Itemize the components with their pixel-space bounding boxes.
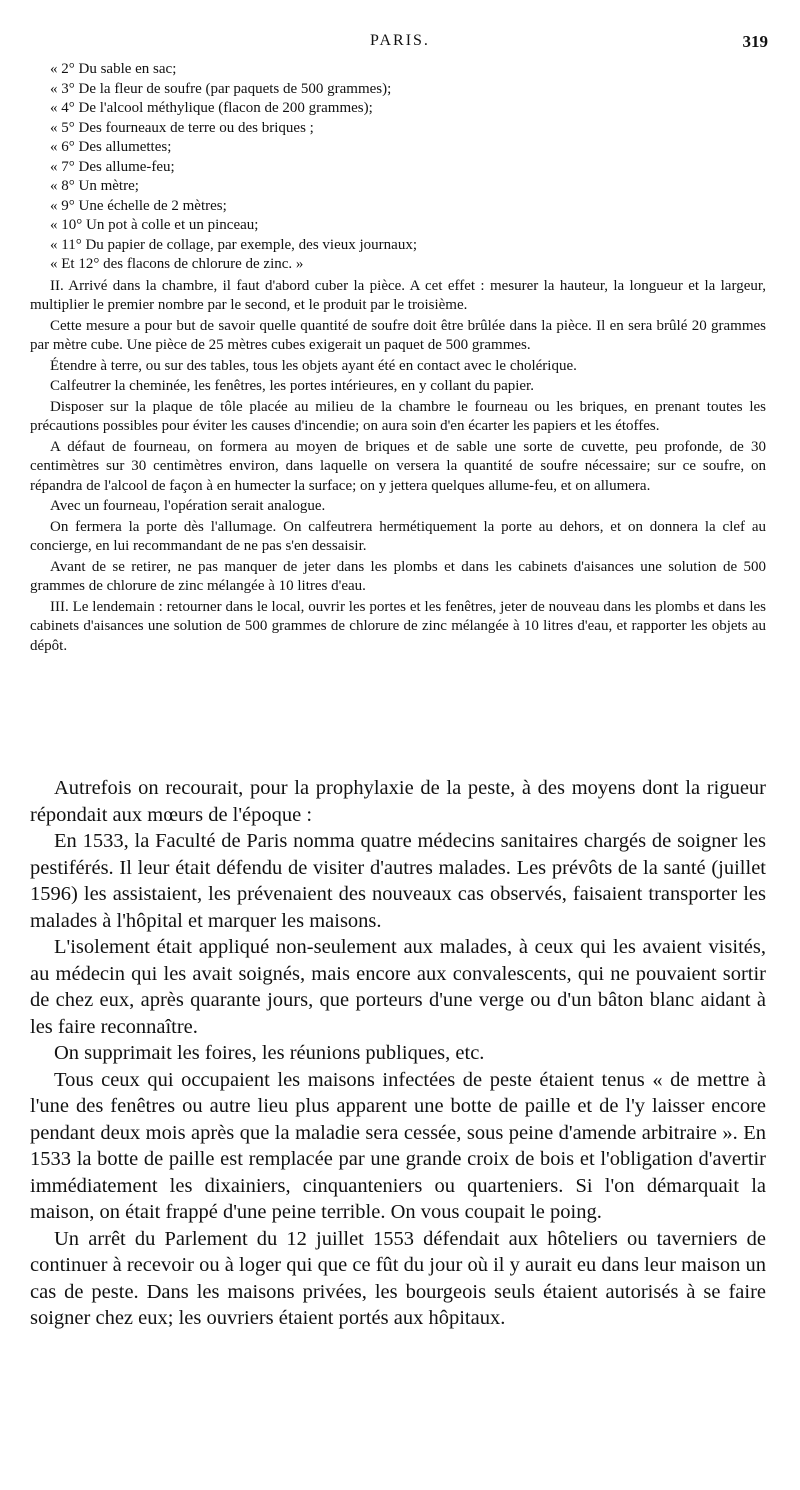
list-item: « 2° Du sable en sac; — [50, 61, 177, 77]
body-paragraph: Un arrêt du Parlement du 12 juillet 1553 défendait aux hôteliers ou taverniers de continuer à recevoir ou à loger qui que ce fût du jour où il y aurait eu dans leur maison un cas de peste. Dans les maisons privées, les bourgeois seuls étaient autorisés à se faire soigner chez eux; les ouvriers étaient portés aux hôpitaux. — [30, 1227, 766, 1329]
body-paragraph: En 1533, la Faculté de Paris nomma quatre médecins sanitaires chargés de soigner les pestiférés. Il leur était défendu de visiter d'autres malades. Les prévôts de la santé (juillet 1596) les assistaient, les prévenaient des nouveaux cas observés, faisaient transporter les malades à l'hôpital et marquer les maisons. — [30, 830, 766, 932]
list-item: « 10° Un pot à colle et un pinceau; — [50, 217, 259, 233]
list-item: « 8° Un mètre; — [50, 178, 139, 194]
body-paragraph: On supprimait les foires, les réunions publiques, etc. — [54, 1042, 485, 1064]
small-paragraph: A défaut de fourneau, on formera au moyen de briques et de sable une sorte de cuvette, peu profonde, de 30 centimètres sur 30 centimètres environ, dans laquelle on versera la quantité de soufre nécessaire; sur ce soufre, on répandra de l'alcool de façon à en humecter la surface; on y jettera quelques allume-feu, et on allumera. — [30, 438, 766, 494]
list-item: « 3° De la fleur de soufre (par paquets de 500 grammes); — [50, 80, 392, 97]
body-paragraph: L'isolement était appliqué non-seulement aux malades, à ceux qui les avaient visités, au médecin qui les avait soignés, mais encore aux convalescents, qui ne pouvaient sortir de chez eux, après quarante jours, que porteurs d'une verge ou d'un bâton blanc aidant à les faire reconnaître. — [30, 936, 766, 1038]
instructions-block — [30, 60, 766, 656]
list-item: « 6° Des allumettes; — [50, 139, 172, 155]
body-paragraph: Autrefois on recourait, pour la prophylaxie de la peste, à des moyens dont la rigueur répondait aux mœurs de l'époque : — [30, 777, 766, 826]
main-text-block — [30, 775, 766, 1332]
small-paragraph: Étendre à terre, ou sur des tables, tous les objets ayant été en contact avec le cholérique. — [50, 357, 577, 374]
small-paragraph: On fermera la porte dès l'allumage. On calfeutrera hermétiquement la porte au dehors, et on donnera la clef au concierge, en lui recommandant de ne pas s'en dessaisir. — [30, 518, 766, 554]
page-header — [30, 32, 770, 56]
list-item: « Et 12° des flacons de chlorure de zinc. » — [50, 256, 304, 272]
list-item: « 7° Des allume-feu; — [50, 158, 175, 175]
small-paragraph: Avec un fourneau, l'opération serait analogue. — [50, 498, 326, 514]
running-head: PARIS. — [370, 32, 430, 49]
supply-list — [30, 60, 766, 275]
list-item: « 4° De l'alcool méthylique (flacon de 200 grammes); — [50, 100, 373, 116]
list-item: « 9° Une échelle de 2 mètres; — [50, 197, 227, 214]
small-paragraph: III. Le lendemain : retourner dans le local, ouvrir les portes et les fenêtres, jeter de nouveau dans les plombs et dans les cabinets d'aisances une solution de 500 grammes de chlorure de zinc mélangée à 10 litres d'eau, et rapporter les objets au dépôt. — [30, 598, 766, 654]
small-paragraph: Disposer sur la plaque de tôle placée au milieu de la chambre le fourneau ou les briques, en prenant toutes les précautions possibles pour éviter les causes d'incendie; on aura soin d'en écarter les papiers et les étoffes. — [30, 398, 766, 434]
list-item: « 11° Du papier de collage, par exemple, des vieux journaux; — [50, 236, 417, 253]
list-item: « 5° Des fourneaux de terre ou des briques ; — [50, 119, 314, 136]
small-paragraph: Avant de se retirer, ne pas manquer de jeter dans les plombs et dans les cabinets d'aisances une solution de 500 grammes de chlorure de zinc mélangée à 10 litres d'eau. — [30, 558, 766, 594]
small-paragraph: II. Arrivé dans la chambre, il faut d'abord cuber la pièce. A cet effet : mesurer la hauteur, la longueur et la largeur, multiplier le premier nombre par le second, et le produit par le troisième. — [30, 277, 766, 313]
body-paragraph: Tous ceux qui occupaient les maisons infectées de peste étaient tenus « de mettre à l'une des fenêtres ou autre lieu plus apparent une botte de paille et de l'y laisser encore pendant deux mois après que la maladie sera cessée, sous peine d'amende arbitraire ». En 1533 la botte de paille est remplacée par une grande croix de bois et l'obligation d'avertir immédiatement les dixainiers, cinquanteniers ou quarteniers. Si l'on démarquait la maison, on était frappé d'une peine terrible. On vous coupait le poing. — [30, 1068, 766, 1223]
page-number: 319 — [742, 32, 768, 51]
small-paragraph: Calfeutrer la cheminée, les fenêtres, les portes intérieures, en y collant du papier. — [50, 378, 534, 394]
small-paragraph: Cette mesure a pour but de savoir quelle quantité de soufre doit être brûlée dans la pièce. Il en sera brûlé 20 grammes par mètre cube. Une pièce de 25 mètres cubes exigerait un paquet de 500 grammes. — [30, 317, 766, 353]
